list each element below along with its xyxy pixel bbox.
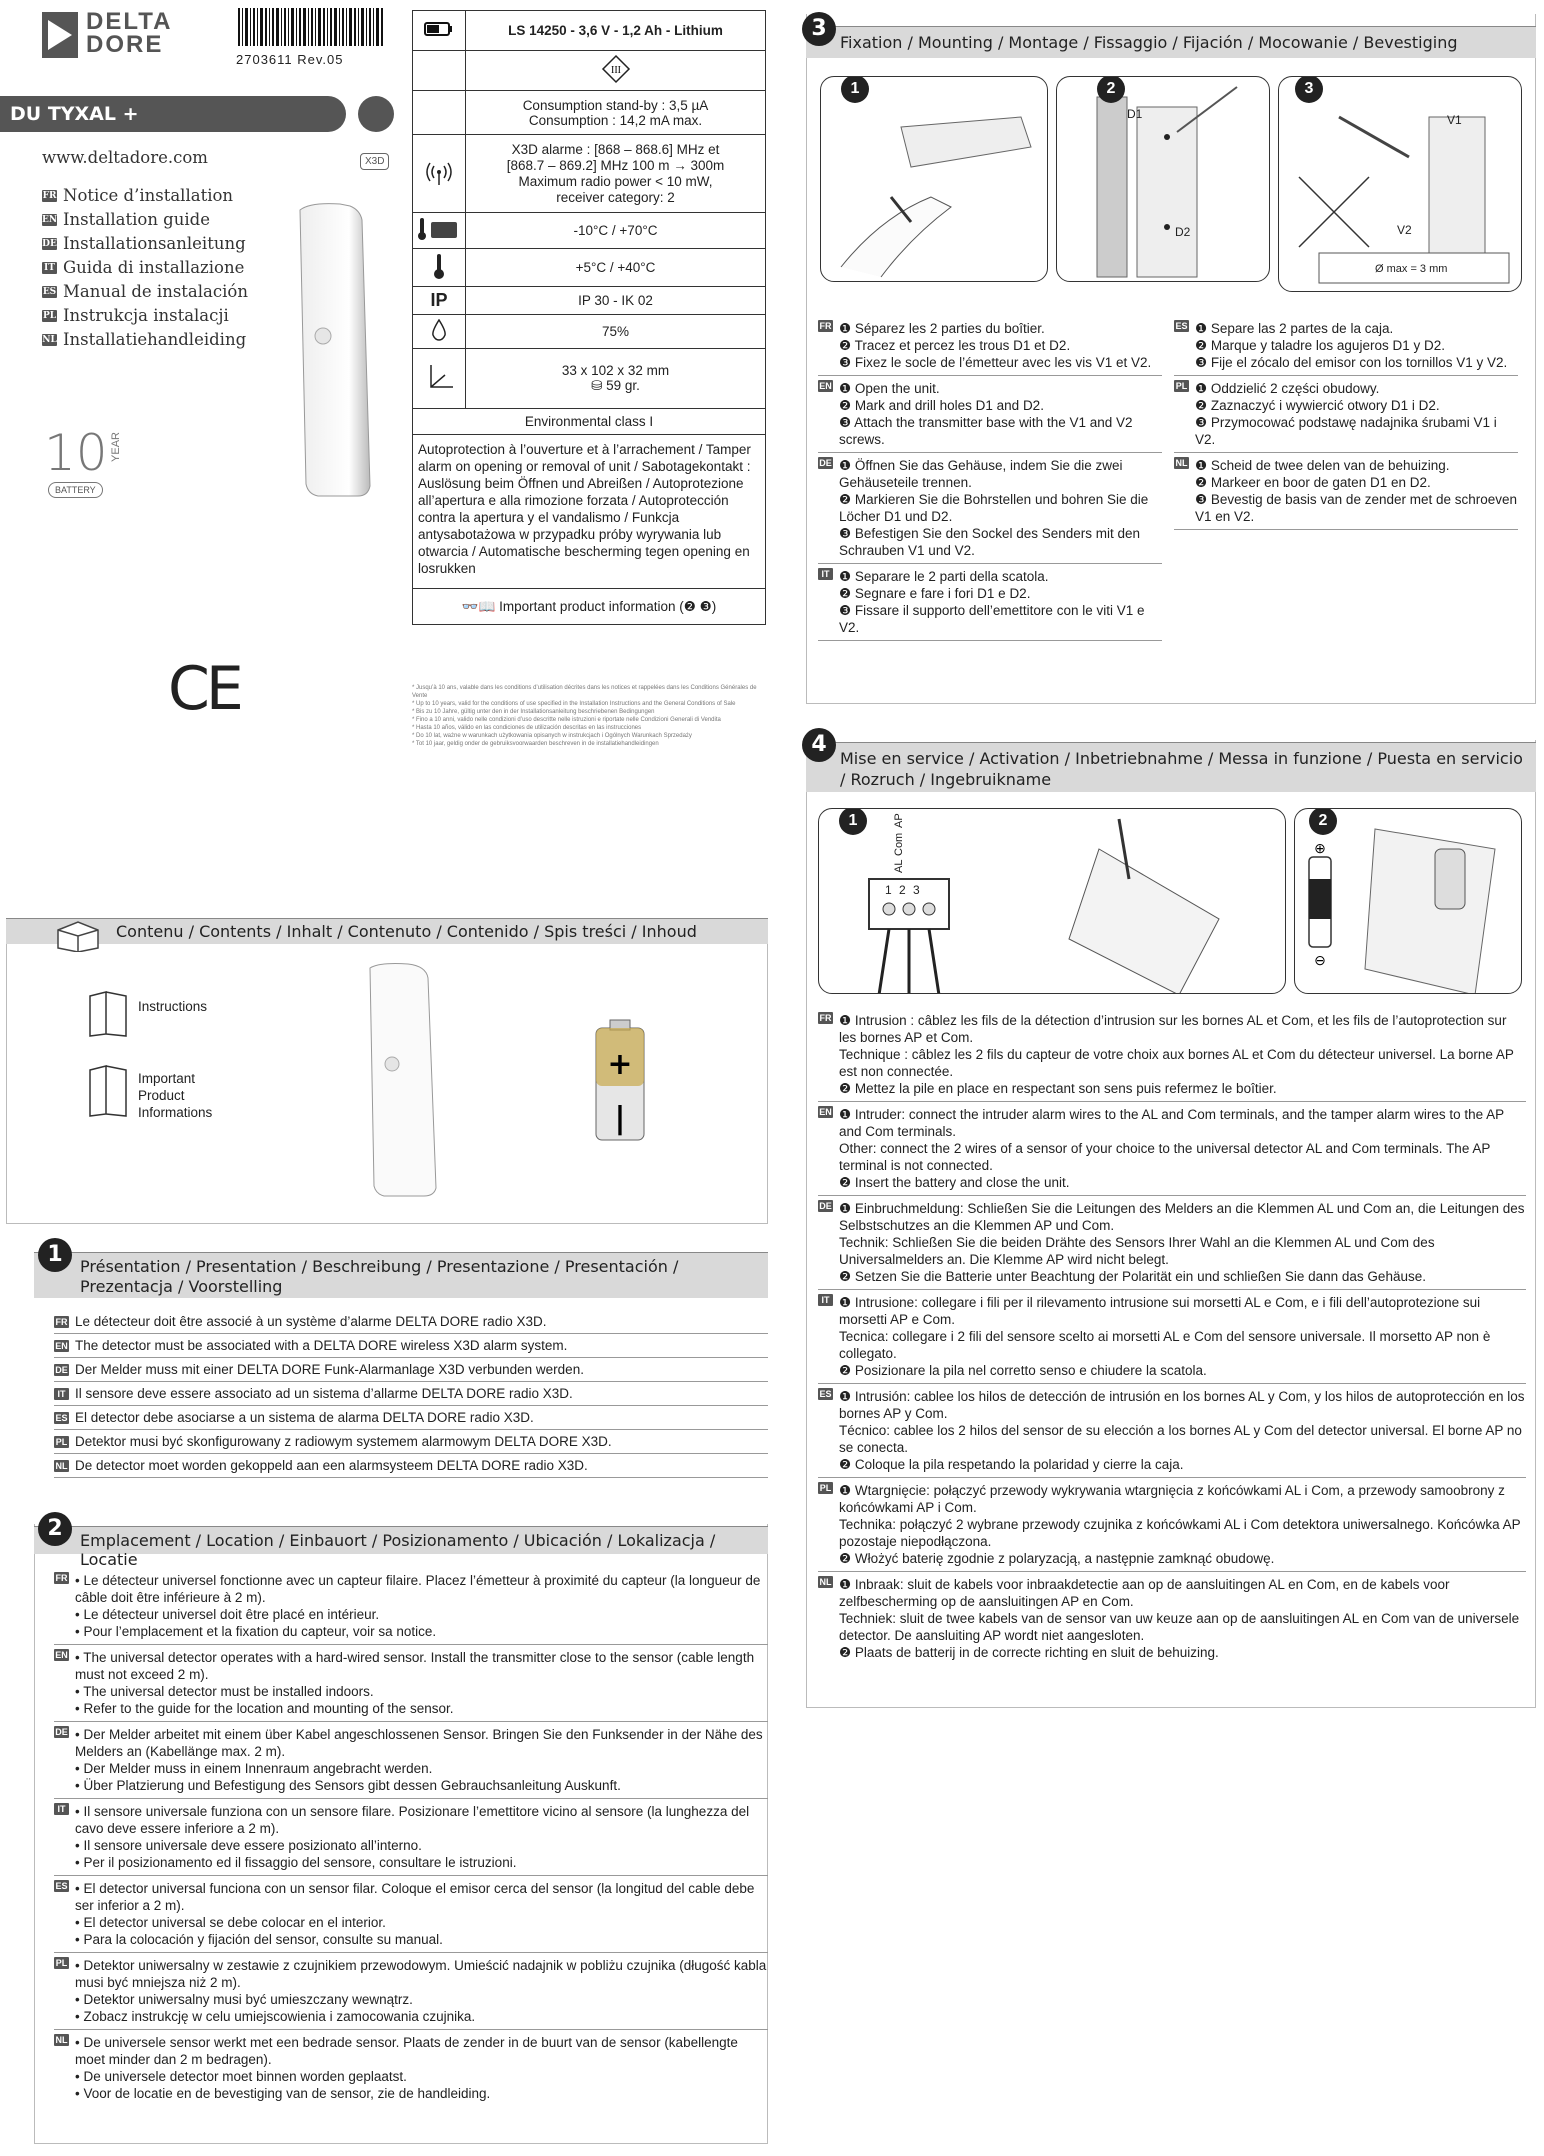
humidity-drop-icon xyxy=(431,319,447,341)
contents-battery-image xyxy=(590,1016,650,1151)
presentation-row: EN The detector must be associated with a DELTA DORE wireless X3D alarm system. xyxy=(54,1334,768,1358)
open-unit-illustration-icon xyxy=(821,77,1048,282)
activation-block: ES ❶ Intrusión: cablee los hilos de detección de intrusión en los bornes AL y Com, y los hilos de autoprotección en los bornes AP y Com. Técnico: cablee los 2 hilos del sensor de su elección a los bornes AL y Com del detector universal. El borne AP no se conecta. ❷ Coloque la pila respetando la polaridad y cierre la caja. xyxy=(818,1384,1526,1478)
mounting-block: NL ❶ Scheid de twee delen van de behuizing. ❷ Markeer en boor de gaten D1 en D2. ❸ Bevestig de basis van de zender met de schroeven V1 en V2. xyxy=(1174,453,1518,530)
battery-insertion-illustration-icon xyxy=(1295,809,1522,994)
section-2-number: 2 xyxy=(38,1512,72,1546)
terminal-labels: AL Com AP xyxy=(893,813,905,873)
location-block: EN • The universal detector operates with a hard-wired sensor. Install the transmitter close to the sensor (cable length must not exceed 2 m). • The universal detector must be installed indoors. • Refer to the guide for the location and mounting of the sensor. xyxy=(54,1645,768,1722)
contents-title: Contenu / Contents / Inhalt / Contenuto / Contenido / Spis treści / Inhoud xyxy=(116,922,697,941)
language-item: DE Installationsanleitung xyxy=(42,234,246,253)
product-name: DU TYXAL + xyxy=(10,103,139,125)
product-info-doc-icon xyxy=(86,1064,130,1123)
contents-instructions: Instructions xyxy=(138,999,208,1014)
warranty-years: 10 xyxy=(44,424,108,482)
warranty-logo xyxy=(42,424,122,514)
language-item: FR Notice d’installation xyxy=(42,186,234,205)
presentation-row: PL Detektor musi być skonfigurowany z radiowym systemem alarmowym DELTA DORE X3D. xyxy=(54,1430,768,1454)
storage-temp-spec: -10°C / +70°C xyxy=(466,213,766,249)
radio-waves-icon xyxy=(424,159,454,185)
battery-icon xyxy=(424,21,454,37)
label-v2: V2 xyxy=(1397,223,1412,237)
activation-title: Mise en service / Activation / Inbetriebnahme / Messa in funzione / Puesta en servicio / Rozruch / Ingebruikname xyxy=(840,749,1523,789)
location-block: FR • Le détecteur universel fonctionne avec un capteur filaire. Placez l’émetteur à proximité du capteur (la longueur de câble doit être inférieure à 2 m). • Le détecteur universel doit être placé en intérieur. • Pour l’emplacement et la fixation du capteur, voir sa notice. xyxy=(54,1568,768,1645)
activation-blocks xyxy=(818,1008,1526,1665)
dimensions-spec: 33 x 102 x 32 mm ⛁ 59 gr. xyxy=(466,349,766,409)
ip-label: IP xyxy=(413,287,466,315)
weight-icon: ⛁ xyxy=(591,378,607,393)
brand-logo xyxy=(42,10,212,60)
contents-detector-image xyxy=(356,960,456,1205)
mounting-title: Fixation / Mounting / Montage / Fissaggio / Fijación / Mocowanie / Bevestiging xyxy=(840,33,1458,52)
mounting-block: DE ❶ Öffnen Sie das Gehäuse, indem Sie die zwei Gehäuseteile trennen. ❷ Markieren Sie die Bohrstellen und bohren Sie die Löcher D1 und D2. ❸ Befestigen Sie den Sockel des Senders mit den Schrauben V1 und V2. xyxy=(818,453,1162,564)
terminal-numbers: 1 2 3 xyxy=(885,883,922,897)
info-cell: 👓📖 Important product information (❷ ❸) xyxy=(413,589,766,625)
activation-figure-2: 2 ⊕ ⊖ xyxy=(1294,808,1522,994)
svg-text:III: III xyxy=(610,65,621,76)
detector-illustration-icon xyxy=(280,200,400,500)
class-cell xyxy=(466,51,766,91)
label-d1: D1 xyxy=(1127,107,1143,121)
banner-dot xyxy=(358,96,394,132)
location-blocks xyxy=(54,1568,768,2106)
svg-text:⊕: ⊕ xyxy=(1314,840,1326,856)
thermometer-icon xyxy=(432,252,446,280)
product-image xyxy=(280,200,400,500)
presentation-row: ES El detector debe asociarse a un sistema de alarma DELTA DORE radio X3D. xyxy=(54,1406,768,1430)
presentation-header xyxy=(34,1252,768,1298)
warranty-battery: BATTERY xyxy=(48,482,103,498)
contents-product-info: Important Product Informations xyxy=(138,1071,213,1120)
footnotes: * Jusqu’à 10 ans, valable dans les conditions d’utilisation décrites dans les notices et rappelées dans les Conditions Générales de Vente * Up to 10 years, valid for the conditions of use specified in the Installation Instructions and the General Conditions of Sale * Bis zu 10 Jahre, gültig unter den in der Installationsanleitung beschriebenen Bedingungen * Fino a 10 anni, valido nelle condizioni d’uso descritte nelle istruzioni e riportate nelle Condizioni Generali di Vendita * Hasta 10 años, válido en las condiciones de utilización descritas en las instrucciones * Do 10 lat, ważne w warunkach użytkowania opisanych w instrukcjach i Ogólnych Warunkach Sprzedaży * Tot 10 jaar, geldig onder de gebruiksvoorwaarden beschreven in de installatiehandleidingen xyxy=(412,685,757,747)
env-spec: Environmental class I xyxy=(413,409,766,435)
language-item: NL Installatiehandleiding xyxy=(42,330,247,349)
activation-figure-1: 1 AL Com AP 1 2 3 xyxy=(818,808,1286,994)
battery-spec: LS 14250 - 3,6 V - 1,2 Ah - Lithium xyxy=(466,11,766,51)
delta-dore-logo-icon xyxy=(42,12,78,58)
class-iii-icon xyxy=(601,54,631,84)
language-item: IT Guida di installazione xyxy=(42,256,302,280)
brand-line2: DORE xyxy=(86,31,164,58)
section-3-number: 3 xyxy=(802,12,836,46)
radio-spec: X3D alarme : [868 – 868.6] MHz et [868.7 – 869.2] MHz 100 m → 300m Maximum radio power < 10 mW, receiver category: 2 xyxy=(466,135,766,213)
package-box-icon xyxy=(48,912,108,952)
ip-spec: IP 30 - IK 02 xyxy=(466,287,766,315)
activation-header xyxy=(806,742,1536,792)
language-item: EN Installation guide xyxy=(42,210,210,229)
location-block: PL • Detektor uniwersalny w zestawie z czujnikiem przewodowym. Umieścić nadajnik w pobliżu czujnika (długość kabla musi być mniejsza niż 2 m). • Detektor uniwersalny musi być umieszczany wewnątrz. • Zobacz instrukcję w celu umiejscowienia i zamocowania czujnika. xyxy=(54,1953,768,2030)
spec-table xyxy=(412,10,766,625)
label-v1: V1 xyxy=(1447,113,1462,127)
activation-block: EN ❶ Intruder: connect the intruder alarm wires to the AL and Com terminals, and the tamper alarm wires to the AP and Com terminals. Other: connect the 2 wires of a sensor of your choice to the universal detector AL and Com terminals. The AP terminal is not connected. ❷ Insert the battery and close the unit. xyxy=(818,1102,1526,1196)
mounting-block: EN ❶ Open the unit. ❷ Mark and drill holes D1 and D2. ❸ Attach the transmitter base with the V1 and V2 screws. xyxy=(818,376,1162,453)
battery-cell xyxy=(413,11,466,51)
section-4-number: 4 xyxy=(802,728,836,762)
x3d-badge: X3D xyxy=(360,153,389,170)
barcode xyxy=(236,8,384,68)
language-item: ES Manual de instalación xyxy=(42,282,248,301)
presentation-row: NL De detector moet worden gekoppeld aan een alarmsysteem DELTA DORE radio X3D. xyxy=(54,1454,768,1478)
language-list xyxy=(42,184,302,352)
presentation-row: IT Il sensore deve essere associato ad un sistema d’allarme DELTA DORE radio X3D. xyxy=(54,1382,768,1406)
presentation-row: FR Le détecteur doit être associé à un système d’alarme DELTA DORE radio X3D. xyxy=(54,1310,768,1334)
mounting-header xyxy=(806,26,1536,58)
dimensions-axes-icon xyxy=(423,361,455,393)
activation-block: DE ❶ Einbruchmeldung: Schließen Sie die Leitungen des Melders an die Klemmen AL und Com an, die Leitungen des Selbstschutzes an die Klemmen AP und Com. Technik: Schließen Sie die beiden Drähte des Sensors Ihrer Wahl an die Klemmen AL und Com des Universalmelders an. Die Klemme AP wird nicht belegt. ❷ Setzen Sie die Batterie unter Beachtung der Polarität ein und schließen Sie dann das Gehäuse. xyxy=(818,1196,1526,1290)
mounting-block: IT ❶ Separare le 2 parti della scatola. ❷ Segnare e fare i fori D1 e D2. ❸ Fissare il supporto dell’emettitore con le viti V1 e V2. xyxy=(818,564,1162,641)
consumption-spec: Consumption stand-by : 3,5 µA Consumption : 14,2 mA max. xyxy=(466,91,766,135)
mounting-block: PL ❶ Oddzielić 2 części obudowy. ❷ Zaznaczyć i wywiercić otwory D1 i D2. ❸ Przymocować podstawę nadajnika śrubami V1 i V2. xyxy=(1174,376,1518,453)
location-block: NL • De universele sensor werkt met een bedrade sensor. Plaats de zender in de buurt van de sensor (kabellengte moet minder dan 2 m bedragen). • De universele detector moet binnen worden geplaatst. • Voor de locatie en de bevestiging van de sensor, zie de handleiding. xyxy=(55,2035,738,2101)
drill-holes-illustration-icon xyxy=(1057,77,1270,282)
svg-text:⊖: ⊖ xyxy=(1314,952,1326,968)
mounting-left-blocks xyxy=(818,316,1162,641)
activation-block: PL ❶ Wtargnięcie: połączyć przewody wykrywania wtargnięcia z końcówkami AL i Com, a przewody samoobrony z końcówkami AP i Com. Technika: połączyć 2 wybrane przewody czujnika z końcówkami AL i Com detektora uniwersalnego. Końcówka AP pozostaje niepodłączona. ❷ Włożyć baterię zgodnie z polaryzacją, a następnie zamknąć obudowę. xyxy=(818,1478,1526,1572)
humidity-spec: 75% xyxy=(466,315,766,349)
mounting-figure-3: 3 V1 V2 Ø max = 3 mm xyxy=(1278,76,1522,292)
section-1-number: 1 xyxy=(38,1238,72,1272)
brand-line1: DELTA xyxy=(86,8,173,35)
box-icon xyxy=(48,912,108,957)
location-header xyxy=(34,1526,768,1569)
operating-temp-spec: +5°C / +40°C xyxy=(466,249,766,287)
mounting-block: FR ❶ Séparez les 2 parties du boîtier. ❷ Tracez et percez les trous D1 et D2. ❸ Fixez le socle de l’émetteur avec les vis V1 et V2. xyxy=(818,316,1162,376)
presentation-title: Présentation / Presentation / Beschreibung / Presentazione / Presentación / Prezentacja / Voorstelling xyxy=(80,1257,679,1296)
warranty-unit: YEAR xyxy=(110,432,122,462)
screw-base-illustration-icon xyxy=(1279,77,1522,292)
location-block: IT • Il sensore universale funziona con un sensore filare. Posizionare l’emettitore vicino al sensore (la lunghezza del cavo deve essere inferiore a 2 m). • Il sensore universale deve essere posizionato all’interno. • Per il posizionamento ed il fissaggio del sensore, consultare le istruzioni. xyxy=(54,1799,768,1876)
glasses-book-icon: 👓📖 xyxy=(461,598,500,614)
tamper-spec: Autoprotection à l’ouverture et à l’arrachement / Tamper alarm on opening or removal of unit / Sabotagekontakt : Auslösung beim Öffnen und Abreißen / Autoprotezione all’apertura e alla rimozione forzata / Autoprotección contra la apertura y el vandalismo / Funkcja antysabotażowa w przypadku próby wyrywania lub otwarcia / Automatische bescherming tegen opening en losrukken xyxy=(413,435,766,589)
mounting-block: ES ❶ Separe las 2 partes de la caja. ❷ Marque y taladre los agujeros D1 y D2. ❸ Fije el zócalo del emisor con los tornillos V1 y V2. xyxy=(1174,316,1518,376)
mounting-right-blocks xyxy=(1174,316,1518,530)
activation-block: FR ❶ Intrusion : câblez les fils de la détection d’intrusion sur les bornes AL et Com, et les fils de l’autoprotection sur les bornes AP et Com. Technique : câblez les 2 fils du capteur de votre choix aux bornes AL et Com du détecteur universel. La borne AP est non connectée. ❷ Mettez la pile en place en respectant son sens puis refermez le boîtier. xyxy=(818,1008,1526,1102)
activation-block: IT ❶ Intrusione: collegare i fili per il rilevamento intrusione sui morsetti AL e Com, e i fili dell’autoprotezione sui morsetti AP e Com. Tecnica: collegare i 2 fili del sensore scelto ai morsetti AL e Com del sensore universale. Il morsetto AP non è collegato. ❷ Posizionare la pila nel corretto senso e chiudere la scatola. xyxy=(818,1290,1526,1384)
location-block: ES • El detector universal funciona con un sensor filar. Coloque el emisor cerca del sensor (la longitud del cable debe ser inferior a 2 m). • El detector universal se debe colocar en el interior. • Para la colocación y fijación del sensor, consulte su manual. xyxy=(54,1876,768,1953)
mounting-figure-2: 2 D1 D2 xyxy=(1056,76,1270,282)
mounting-figure-1: 1 xyxy=(820,76,1048,282)
barcode-text: 2703611 Rev.05 xyxy=(236,52,344,67)
website: www.deltadore.com xyxy=(42,148,208,167)
label-d2: D2 xyxy=(1175,225,1191,239)
presentation-rows xyxy=(54,1310,768,1478)
detector-icon xyxy=(356,960,456,1200)
ce-mark: CE xyxy=(168,654,240,724)
location-title: Emplacement / Location / Einbauort / Posizionamento / Ubicación / Lokalizacja / Locatie xyxy=(80,1531,716,1569)
battery-cell-icon xyxy=(590,1016,650,1146)
label-diameter: Ø max = 3 mm xyxy=(1375,263,1448,275)
presentation-row: DE Der Melder muss mit einer DELTA DORE Funk-Alarmanlage X3D verbunden werden. xyxy=(54,1358,768,1382)
storage-temp-icon xyxy=(417,216,461,242)
language-item: PL Instrukcja instalacji xyxy=(42,306,229,325)
activation-block: NL ❶ Inbraak: sluit de kabels voor inbraakdetectie aan op de aansluitingen AL en Com, en de kabels voor zelfbescherming op de aansluitingen AP en Com. Techniek: sluit de twee kabels van de sensor van uw keuze aan op de aansluitingen AL en Com van de universele detector. De aansluiting AP wordt niet aangesloten. ❷ Plaats de batterij in de correcte richting en sluit de behuizing. xyxy=(819,1577,1520,1660)
location-block: DE • Der Melder arbeitet mit einem über Kabel angeschlossenen Sensor. Bringen Sie den Funksender in der Nähe des Melders an (Kabellänge max. 2 m). • Der Melder muss in einem Innenraum angebracht werden. • Über Platzierung und Befestigung des Sensors gibt dessen Gebrauchsanleitung Auskunft. xyxy=(54,1722,768,1799)
svg-text:|: | xyxy=(614,1101,626,1136)
wiring-illustration-icon xyxy=(819,809,1286,994)
instructions-doc-icon xyxy=(86,990,130,1043)
svg-text:+: + xyxy=(607,1047,633,1082)
barcode-icon xyxy=(236,8,384,46)
contents-header xyxy=(6,918,768,944)
